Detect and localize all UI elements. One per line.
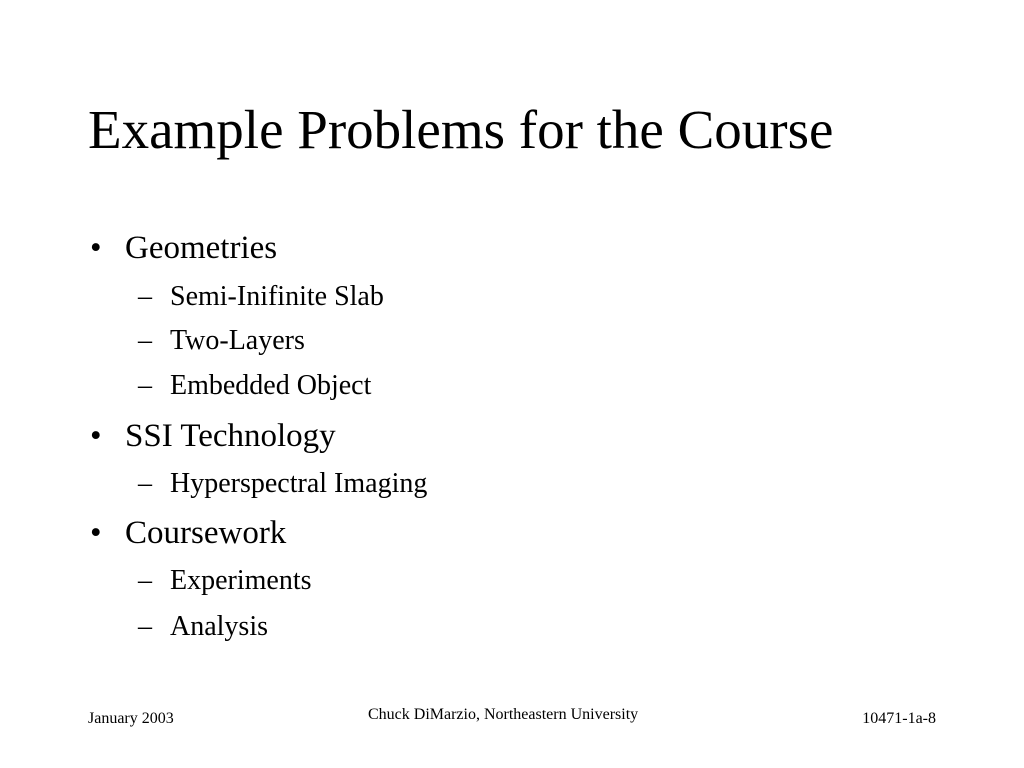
footer-date: January 2003 — [88, 710, 174, 727]
slide-title: Example Problems for the Course — [88, 99, 834, 160]
bullet-item — [90, 420, 336, 453]
sub-bullet-marker: – — [138, 468, 152, 499]
bullet-label: SSI Technology — [125, 418, 336, 454]
sub-bullet-marker: – — [138, 611, 152, 642]
footer-author: Chuck DiMarzio, Northeastern University — [368, 706, 639, 723]
sub-bullet-label: Analysis — [170, 611, 268, 642]
sub-bullet-label: Two-Layers — [170, 325, 305, 356]
sub-bullet-marker: – — [138, 325, 152, 356]
bullet-marker: • — [90, 230, 102, 266]
bullet-label: Coursework — [125, 515, 287, 551]
footer-slide-id: 10471-1a-8 — [862, 710, 936, 727]
sub-bullet-marker: – — [138, 281, 152, 312]
bullet-marker: • — [90, 418, 102, 454]
sub-bullet-label: Embedded Object — [170, 370, 372, 401]
sub-bullet-item — [138, 567, 312, 595]
bullet-marker: • — [90, 515, 102, 551]
sub-bullet-label: Experiments — [170, 565, 312, 596]
sub-bullet-item — [138, 283, 384, 311]
sub-bullet-label: Semi-Inifinite Slab — [170, 281, 384, 312]
sub-bullet-item — [138, 470, 427, 498]
sub-bullet-item — [138, 613, 268, 641]
bullet-item — [90, 517, 286, 550]
bullet-item — [90, 232, 277, 265]
sub-bullet-marker: – — [138, 565, 152, 596]
sub-bullet-item — [138, 327, 305, 355]
sub-bullet-item — [138, 372, 371, 400]
sub-bullet-label: Hyperspectral Imaging — [170, 468, 428, 499]
bullet-label: Geometries — [125, 230, 278, 266]
sub-bullet-marker: – — [138, 370, 152, 401]
